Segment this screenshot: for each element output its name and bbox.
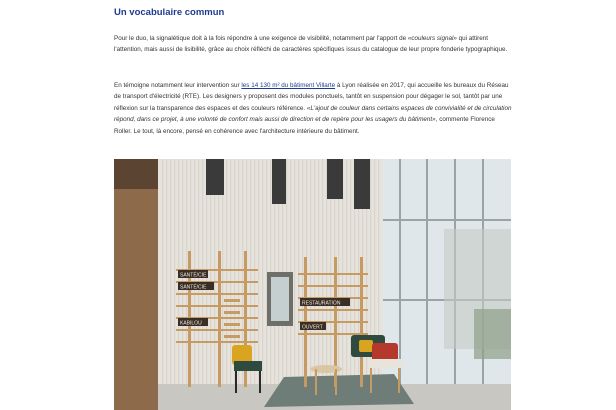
paragraph-villarte bbox=[114, 80, 514, 137]
wall-slat bbox=[174, 159, 175, 389]
armchair-yellow-cushion bbox=[359, 340, 373, 352]
transom bbox=[383, 219, 511, 221]
rack-shelf bbox=[176, 305, 258, 307]
wall-slat bbox=[162, 159, 163, 389]
rug bbox=[264, 374, 414, 407]
wall-window-4 bbox=[354, 159, 370, 209]
rack-peg bbox=[224, 299, 240, 302]
rack-peg bbox=[224, 311, 240, 314]
rack-shelf bbox=[298, 273, 368, 275]
mullion bbox=[399, 159, 401, 389]
rack-shelf bbox=[176, 293, 258, 295]
wall-window-3 bbox=[327, 159, 343, 199]
wall-slat bbox=[262, 159, 263, 389]
p1-text-b: qui attirent l'attention, mais aussi de lisibilité, grâce au choix réfléchi de caractères spécifiques issus du catalogue de leur propre fonderie typographique. bbox=[114, 35, 508, 54]
rack-shelf bbox=[298, 333, 368, 335]
table-leg bbox=[315, 369, 317, 395]
wall-slat bbox=[166, 159, 167, 389]
chair-red-seat bbox=[368, 359, 402, 368]
rack-shelf bbox=[176, 329, 258, 331]
chair-leg bbox=[235, 371, 237, 393]
p2-text-a: En témoigne notamment leur intervention sur bbox=[114, 82, 242, 89]
side-table-top bbox=[310, 365, 342, 373]
wall-window-1 bbox=[206, 159, 224, 195]
table-leg bbox=[335, 369, 337, 395]
p1-text-a: Pour le duo, la signalétique doit à la fois répondre à une exigence de visibilité, notamment par l'apport de bbox=[114, 35, 408, 42]
chair-leg bbox=[398, 368, 400, 393]
mullion bbox=[426, 159, 428, 389]
paragraph-visibility bbox=[114, 33, 514, 56]
sign-text-5: OUVERT bbox=[302, 324, 323, 331]
p2-text-b: à Lyon réalisée en 2017, qui accueille les bureaux du Réseau de transport d'électricité (RTE). Les designers y proposent des modules ponctuels, tantôt en suspension pour dégager le sol, tantôt par une réflexion sur la transparence des espaces et des couleurs référence. bbox=[114, 82, 509, 112]
wood-door bbox=[114, 159, 158, 410]
rack-peg bbox=[224, 323, 240, 326]
sign-text-4: RESTAURATION bbox=[302, 300, 341, 307]
wall-slat bbox=[230, 159, 231, 389]
wall-slat bbox=[170, 159, 171, 389]
sign-text-1: SANTÉ/CIE bbox=[180, 272, 207, 279]
wall-slat bbox=[258, 159, 259, 389]
p1-quote: «couleurs signal» bbox=[407, 35, 457, 42]
interior-photo bbox=[114, 159, 511, 410]
rack-shelf bbox=[298, 309, 368, 311]
wall-slat bbox=[226, 159, 227, 389]
rack-shelf bbox=[298, 285, 368, 287]
chair-leg bbox=[259, 371, 261, 393]
sign-text-3: KABILOU bbox=[180, 320, 202, 327]
hatch-glass bbox=[271, 277, 289, 321]
villarte-link[interactable]: les 14 130 m² du bâtiment Villarte bbox=[241, 82, 336, 89]
wall-window-2 bbox=[272, 159, 286, 204]
wall-slat bbox=[254, 159, 255, 389]
exterior-greenery bbox=[474, 309, 511, 359]
p2-text-c: , commente Florence Roller. Le tout, là encore, pensé en cohérence avec l'architecture intérieure du bâtiment. bbox=[114, 116, 495, 135]
p2-quote: «L'ajout de couleur dans certains espaces de convivialité et de circulation répond, dans ce projet, à une volonté de confort mais aussi de direction et de repère pour les usagers du bâtiment» bbox=[114, 104, 512, 124]
wall-slat bbox=[294, 159, 295, 389]
sign-text-2: SANTÉ/CIE bbox=[180, 284, 207, 291]
interior-photo-illustration bbox=[114, 159, 511, 410]
door-top bbox=[114, 159, 158, 189]
rack-shelf bbox=[176, 341, 258, 343]
rack-peg bbox=[224, 335, 240, 338]
chair-green-seat bbox=[234, 361, 262, 371]
chair-leg bbox=[370, 368, 372, 393]
section-heading: Un vocabulaire commun bbox=[114, 7, 225, 18]
